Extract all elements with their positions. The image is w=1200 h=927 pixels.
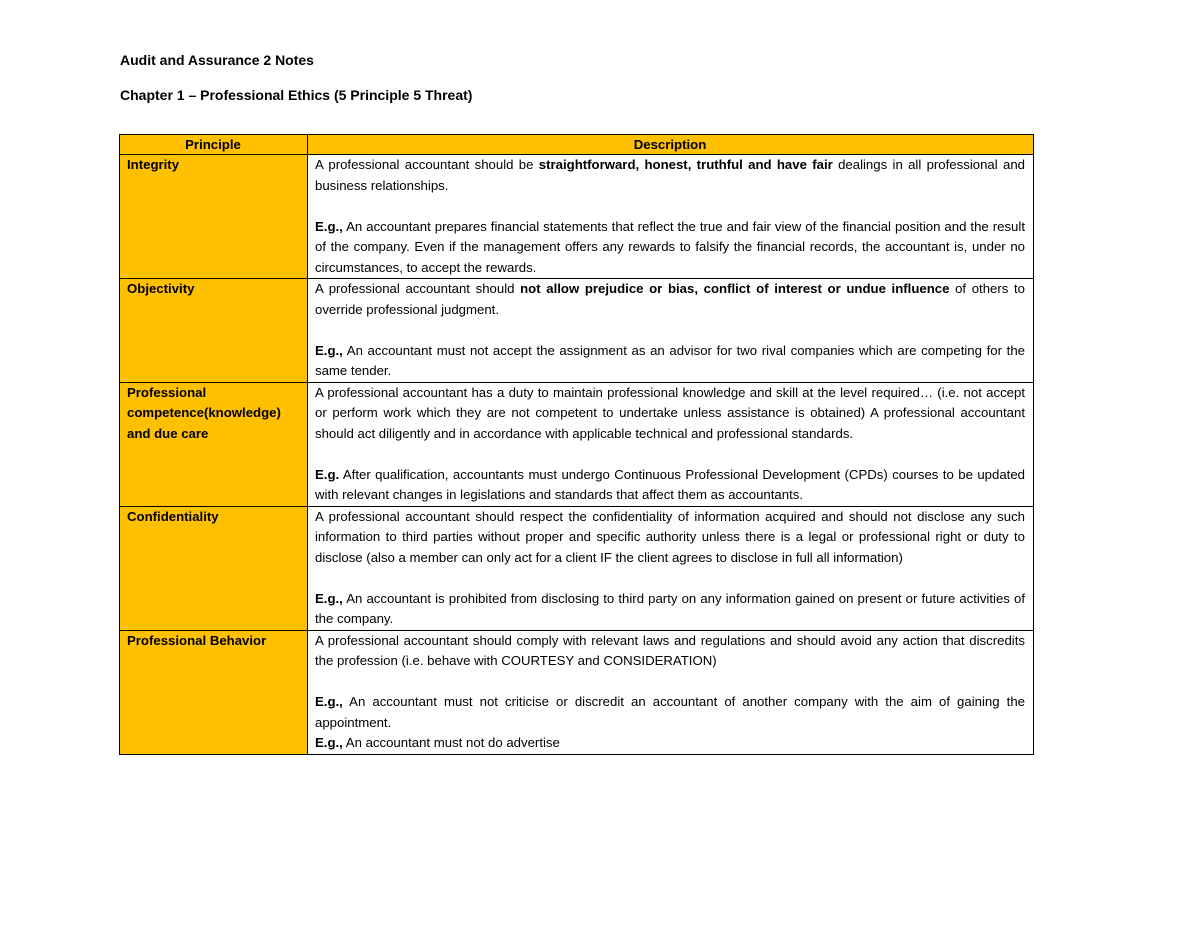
- example-body: An accountant is prohibited from disclosing to third party on any information gained on present or future activities of the company.: [315, 590, 1025, 626]
- table-row: [120, 382, 1034, 506]
- description-professional-behavior: [308, 630, 1034, 754]
- example-body: An accountant prepares financial statements that reflect the true and fair view of the financial position and the result of the company. Even if the management offers any rewards to falsify the financial records, the accountant is, under no circumstances, to accept the rewards.: [315, 218, 1025, 275]
- text-segment: A professional accountant should: [315, 281, 521, 296]
- paragraph-gap: [315, 672, 1025, 693]
- description-text: A professional accountant has a duty to maintain professional knowledge and skill at the level required… (i.e. not accept or perform work which they are not competent to undertake unless assistance is obtained) A professional accountant should act diligently and in accordance with applicable technical and professional standards.: [315, 384, 1025, 441]
- example-text: [315, 465, 1025, 506]
- example-body: An accountant must not accept the assignment as an advisor for two rival companies which are competing for the same tender.: [315, 342, 1025, 378]
- table-row: [120, 279, 1034, 383]
- text-segment: of others to override professional judgment.: [315, 281, 1025, 317]
- bold-text-segment: not allow prejudice or bias, conflict of interest or undue influence: [520, 281, 950, 296]
- header-description: Description: [308, 135, 1034, 155]
- table-row: [120, 155, 1034, 279]
- table-header-row: [120, 135, 1034, 155]
- example-prefix: E.g.,: [315, 590, 343, 606]
- description-objectivity: [308, 279, 1034, 383]
- chapter-title: Chapter 1 – Professional Ethics (5 Principle 5 Threat): [120, 87, 473, 103]
- example-text: [315, 341, 1025, 382]
- description-text: [315, 155, 1025, 196]
- paragraph-gap: [315, 568, 1025, 589]
- table-row: [120, 506, 1034, 630]
- example-text: [315, 733, 1025, 754]
- ethics-principles-table: [119, 134, 1034, 755]
- table-row: [120, 630, 1034, 754]
- description-confidentiality: [308, 506, 1034, 630]
- description-text: A professional accountant should respect the confidentiality of information acquired and should not disclose any such information to third parties without proper and specific authority unless there is a legal or professional right or duty to disclose (also a member can only act for a client IF the client agrees to disclose in full all information): [315, 508, 1025, 565]
- example-text: [315, 692, 1025, 733]
- principle-professional-behavior: Professional Behavior: [120, 630, 308, 754]
- description-integrity: [308, 155, 1034, 279]
- principle-professional-competence: [120, 382, 308, 506]
- example-prefix: E.g.,: [315, 342, 343, 358]
- description-text: A professional accountant should comply with relevant laws and regulations and should avoid any action that discredits the profession (i.e. behave with COURTESY and CONSIDERATION): [315, 632, 1025, 668]
- example-prefix: E.g.,: [315, 735, 343, 750]
- principle-line: and due care: [127, 425, 209, 441]
- paragraph-gap: [315, 444, 1025, 465]
- principle-integrity: Integrity: [120, 155, 308, 279]
- description-text: [315, 279, 1025, 320]
- example-body: An accountant must not criticise or discredit an accountant of another company with the aim of gaining the appointment.: [315, 694, 1025, 730]
- paragraph-gap: [315, 320, 1025, 341]
- example-prefix: E.g.: [315, 466, 340, 482]
- principle-line: competence(knowledge): [127, 405, 281, 420]
- example-body: After qualification, accountants must undergo Continuous Professional Development (CPDs) courses to be updated with relevant changes in legislations and standards that affect them as accountants.: [315, 466, 1025, 502]
- example-prefix: E.g.,: [315, 694, 343, 709]
- paragraph-gap: [315, 196, 1025, 217]
- text-segment: A professional accountant should be: [315, 157, 539, 172]
- example-prefix: E.g.,: [315, 218, 343, 234]
- bold-text-segment: straightforward, honest, truthful and have fair: [538, 157, 833, 172]
- example-text: [315, 217, 1025, 279]
- example-body: An accountant must not do advertise: [342, 735, 560, 750]
- description-professional-competence: [308, 382, 1034, 506]
- text-segment: dealings in all professional and business relationships.: [315, 157, 1026, 193]
- principle-line: Professional: [127, 384, 207, 400]
- principle-objectivity: Objectivity: [120, 279, 308, 383]
- document-title: Audit and Assurance 2 Notes: [120, 52, 314, 68]
- principle-confidentiality: Confidentiality: [120, 506, 308, 630]
- example-text: [315, 589, 1025, 630]
- header-principle: Principle: [120, 135, 308, 155]
